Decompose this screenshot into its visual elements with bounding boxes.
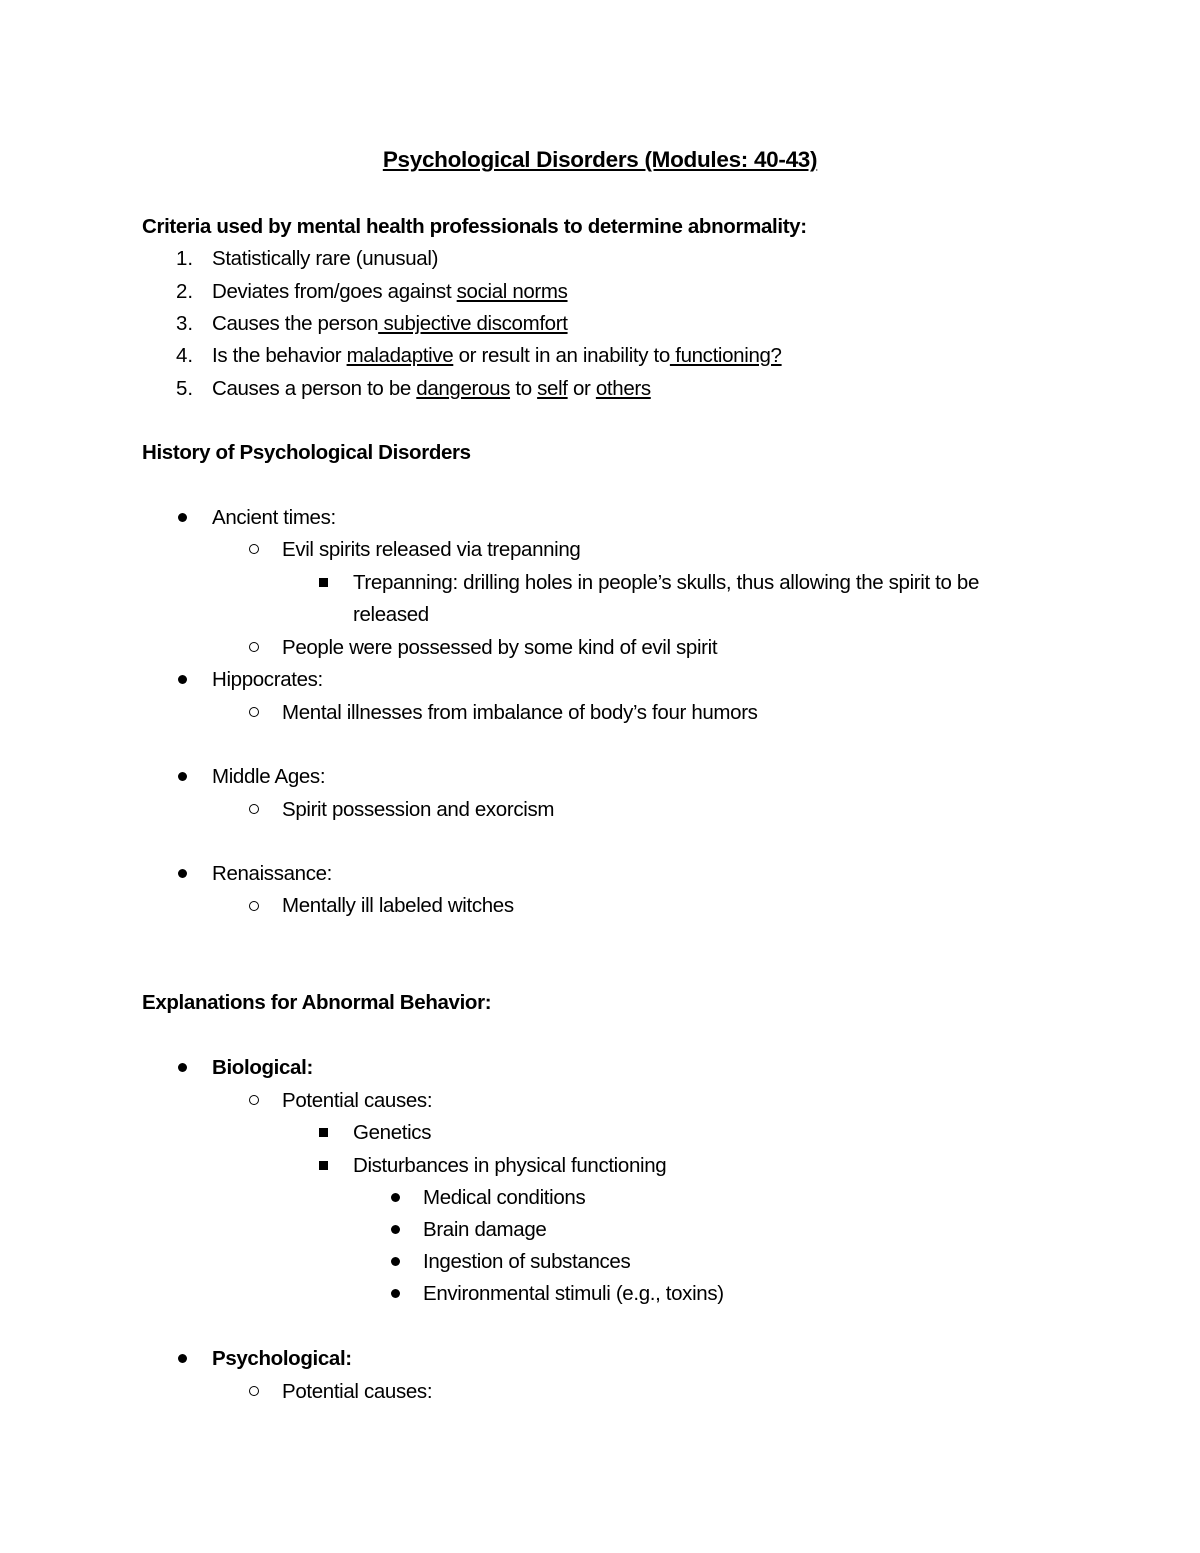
functioning-term: functioning? — [669, 344, 782, 367]
dangerous-term: dangerous — [416, 377, 511, 400]
criteria-item-4-middle: or result in an inability to — [453, 344, 670, 367]
trepanning-detail-line2: released — [353, 603, 429, 626]
condition-item-ingestion: Ingestion of substances — [423, 1250, 631, 1273]
disturbances-item: Disturbances in physical functioning — [353, 1154, 667, 1177]
bullet-circle-icon — [249, 544, 259, 554]
criteria-number-3: 3. — [176, 312, 194, 335]
bullet-square-icon — [319, 578, 328, 587]
explanations-heading: Explanations for Abnormal Behavior: — [142, 991, 492, 1014]
criteria-item-5-to: to — [510, 377, 538, 400]
criteria-item-2-text: Deviates from/goes against — [212, 280, 457, 303]
criteria-item-1 — [212, 247, 438, 271]
middle-ages-sub: Spirit possession and exorcism — [282, 798, 555, 821]
hippocrates-sub: Mental illnesses from imbalance of body’s four humors — [282, 701, 758, 724]
biological-label: Biological: — [212, 1056, 313, 1079]
social-norms-term: social norms — [456, 280, 568, 303]
bullet-square-icon — [319, 1161, 328, 1170]
criteria-item-3-text: Causes — [212, 312, 280, 335]
bullet-disc-icon — [178, 869, 187, 878]
maladaptive-term: maladaptive — [346, 344, 454, 367]
bullet-disc-icon — [391, 1193, 400, 1202]
bullet-disc-icon — [391, 1257, 400, 1266]
subjective-discomfort-term: subjective discomfort — [378, 312, 568, 335]
bullet-disc-icon — [178, 1354, 187, 1363]
bullet-disc-icon — [391, 1289, 400, 1298]
page-title: Psychological Disorders (Modules: 40-43) — [382, 147, 818, 172]
psychological-potential-causes: Potential causes: — [282, 1380, 433, 1403]
bullet-disc-icon — [178, 513, 187, 522]
criteria-number-2: 2. — [176, 280, 194, 303]
condition-item-environmental: Environmental stimuli (e.g., toxins) — [423, 1282, 724, 1305]
ancient-sub-possessed: People were possessed by some kind of evil spirit — [282, 636, 718, 659]
criteria-number-5: 5. — [176, 377, 194, 400]
criteria-item-2 — [212, 280, 568, 304]
bullet-circle-icon — [249, 642, 259, 652]
bullet-disc-icon — [178, 772, 187, 781]
bullet-disc-icon — [391, 1225, 400, 1234]
criteria-item-3 — [212, 312, 568, 336]
bullet-circle-icon — [249, 707, 259, 717]
bullet-circle-icon — [249, 1386, 259, 1396]
criteria-item-1-text: Statistically rare (unusual) — [212, 247, 439, 270]
ancient-sub-evil-spirits: Evil spirits released via trepanning — [282, 538, 581, 561]
condition-item-medical: Medical conditions — [423, 1186, 586, 1209]
criteria-item-3-phrase: the person — [279, 312, 379, 335]
trepanning-detail-line1: Trepanning: drilling holes in people’s skulls, thus allowing the spirit to be — [353, 571, 980, 594]
renaissance-label: Renaissance: — [212, 862, 333, 885]
criteria-heading: Criteria used by mental health professionals to determine abnormality: — [142, 215, 807, 238]
bullet-circle-icon — [249, 1095, 259, 1105]
bullet-disc-icon — [178, 675, 187, 684]
criteria-item-4 — [212, 344, 782, 368]
condition-item-brain: Brain damage — [423, 1218, 547, 1241]
criteria-item-5-text: Causes a person to be — [212, 377, 417, 400]
criteria-item-4-text: Is the behavior — [212, 344, 347, 367]
bullet-circle-icon — [249, 901, 259, 911]
middle-ages-label: Middle Ages: — [212, 765, 326, 788]
criteria-number-4: 4. — [176, 344, 194, 367]
criteria-item-5-or: or — [567, 377, 596, 400]
others-term: others — [595, 377, 651, 400]
genetics-item: Genetics — [353, 1121, 432, 1144]
bullet-square-icon — [319, 1128, 328, 1137]
bullet-disc-icon — [178, 1063, 187, 1072]
biological-potential-causes: Potential causes: — [282, 1089, 433, 1112]
hippocrates-label: Hippocrates: — [212, 668, 323, 691]
ancient-times-label: Ancient times: — [212, 506, 336, 529]
psychological-label: Psychological: — [212, 1347, 352, 1370]
criteria-number-1: 1. — [176, 247, 194, 270]
criteria-item-5 — [212, 377, 651, 401]
renaissance-sub: Mentally ill labeled witches — [282, 894, 514, 917]
history-heading: History of Psychological Disorders — [142, 441, 471, 464]
self-term: self — [537, 377, 568, 400]
bullet-circle-icon — [249, 804, 259, 814]
